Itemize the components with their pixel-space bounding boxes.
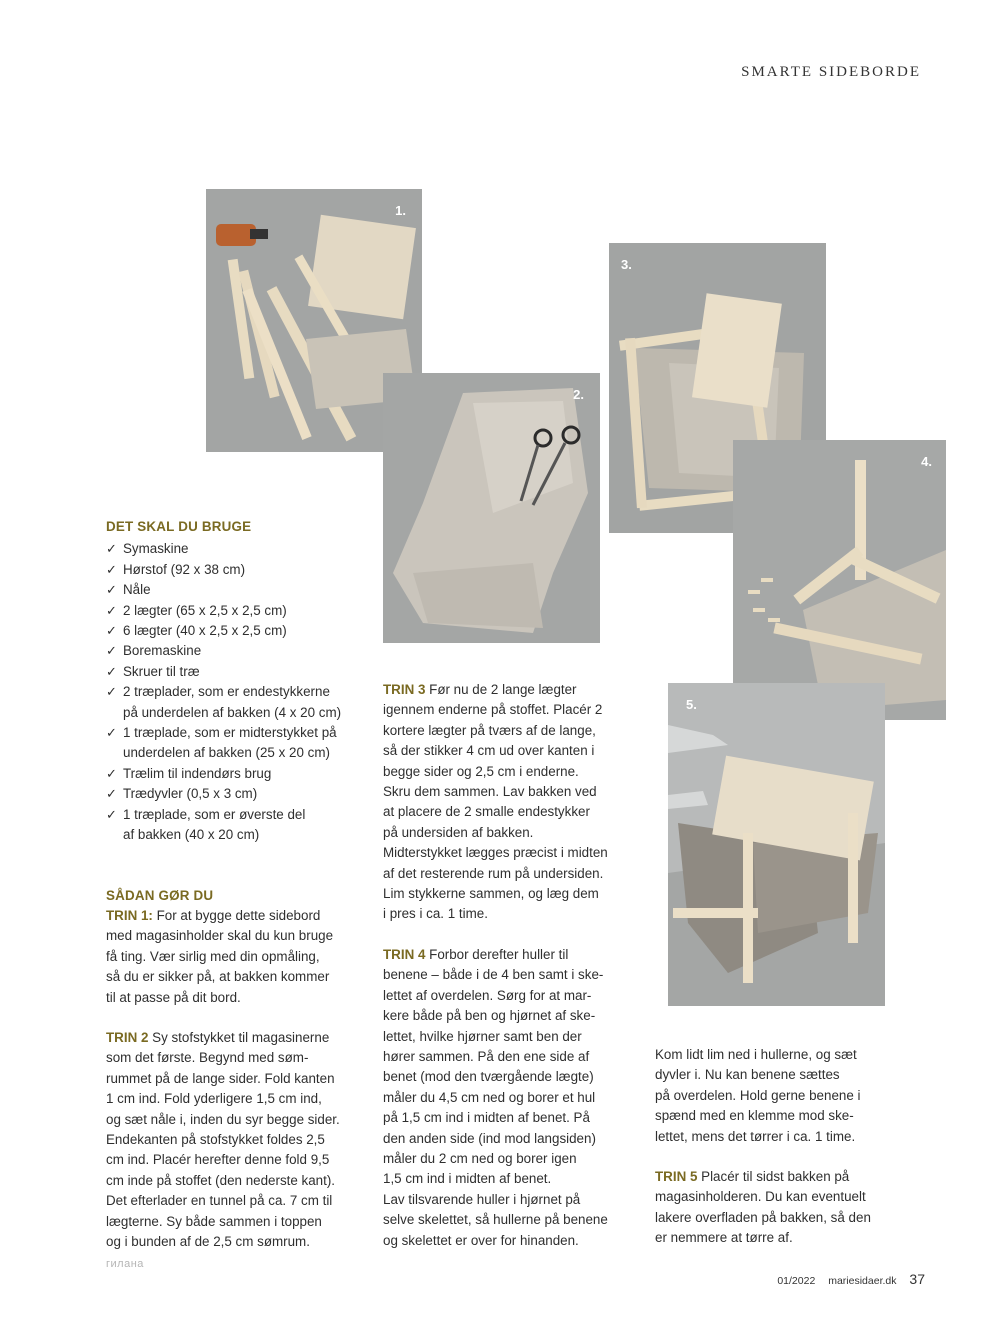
footer-info [777,1271,925,1287]
column-middle [383,680,633,1251]
photo-step-2-illustration [383,373,600,643]
photo-step-4-illustration [733,440,946,720]
step-2-paragraph [106,1028,366,1252]
materials-item: ✓ 6 lægter (40 x 2,5 x 2,5 cm) [106,621,366,641]
step-5-paragraph [655,1167,895,1249]
column-left [106,517,366,1252]
section-title: SMARTE SIDEBORDE [741,64,921,80]
photo-step-2 [383,373,600,643]
check-icon: ✓ [106,541,117,557]
photo-step-5-number: 5. [686,697,697,712]
materials-item: ✓ 2 lægter (65 x 2,5 x 2,5 cm) [106,601,366,621]
check-icon: ✓ [106,643,117,659]
check-icon: ✓ [106,582,117,598]
footer-site: mariesidaer.dk [828,1275,897,1287]
instructions-heading: SÅDAN GØR DU [106,887,214,903]
page-number: 37 [909,1271,925,1287]
step-1-text: For at bygge dette sidebord med magasinholder skal du kun bruge få ting. Vær sirlig med din opmåling, så du er sikker på, at bakken kommer til at passe på dit bord. [106,907,334,1005]
materials-item: ✓ Boremaskine [106,641,366,661]
check-icon: ✓ [106,561,117,577]
materials-item: ✓ Hørstof (92 x 38 cm) [106,560,366,580]
check-icon: ✓ [106,725,117,741]
step-4-paragraph [383,945,633,1251]
check-icon: ✓ [106,623,117,639]
step-5-text: Placér til sidst bakken på magasinholderen. Du kan eventuelt lakere overfladen på bakken, så den er nemmere at tørre af. [655,1169,871,1246]
photo-step-3-number: 3. [621,257,632,272]
check-icon: ✓ [106,684,117,700]
photo-step-4-number: 4. [921,454,932,469]
footer-issue: 01/2022 [777,1275,816,1287]
photo-step-5 [668,683,885,1006]
materials-item: ✓ Trælim til indendørs brug [106,764,366,784]
materials-item: ✓ Nåle [106,580,366,600]
materials-list [106,539,366,845]
step-4-continued: Kom lidt lim ned i hullerne, og sæt dyvler i. Nu kan benene sættes på overdelen. Hold gerne benene i spænd med en klemme mod ske- lettet, mens det tørrer i ca. 1 time. [655,1047,861,1144]
step-5-label: TRIN 5 [655,1169,698,1185]
materials-item: ✓ Trædyvler (0,5 x 3 cm) [106,784,366,804]
check-icon: ✓ [106,602,117,618]
step-3-paragraph [383,680,633,925]
photo-step-4 [733,440,946,720]
materials-item: ✓ Skruer til træ [106,662,366,682]
photo-step-5-illustration [668,683,885,1006]
check-icon: ✓ [106,786,117,802]
materials-item: ✓ 1 træplade, som er midterstykket på underdelen af bakken (25 x 20 cm) [106,725,337,761]
materials-item: ✓ 2 træplader, som er endestykkerne på underdelen af bakken (4 x 20 cm) [106,684,342,720]
step-1-label: TRIN 1: [106,907,153,923]
footer-watermark: гилана [106,1258,144,1270]
materials-heading: DET SKAL DU BRUGE [106,519,252,534]
step-3-text: Før nu de 2 lange lægter igennem enderne på stoffet. Placér 2 kortere lægter på tværs af de lange, så der stikker 4 cm ud over kanten i begge sider og 2,5 cm i enderne. Skru dem sammen. Lav bakken ved at placere de 2 smalle endestykker på undersiden af bakken. Midterstykket lægges præcist i midten af det resterende rum på undersiden. Lim stykkerne sammen, og læg dem i pres i ca. 1 time. [383,682,608,922]
materials-item: ✓ 1 træplade, som er øverste del af bakken (40 x 20 cm) [106,806,306,843]
step-2-text: Sy stofstykket til magasinerne som det første. Begynd med søm- rummet på de lange sider. Fold kanten 1 cm ind. Fold yderligere 1,5 cm ind, og sæt nåle i, inden du syr begge sider. Endekanten på stofstykket foldes 2,5 cm ind. Placér herefter denne fold 9,5 cm inde på stoffet (den nederste kant). Det efterlader en tunnel på ca. 7 cm til lægterne. Sy både sammen i toppen og i bunden af de 2,5 cm sømrum. [106,1029,340,1249]
column-right [655,1045,895,1249]
step-3-label: TRIN 3 [383,682,426,697]
check-icon: ✓ [106,806,117,822]
materials-item: ✓ Symaskine [106,539,366,559]
check-icon: ✓ [106,663,117,679]
step-4-label: TRIN 4 [383,946,426,962]
step-1-paragraph [106,906,366,1008]
step-4-text: Forbor derefter huller til benene – både i de 4 ben samt i ske- lettet af overdelen. Sørg for at mar- kere både på ben og hjørnet af ske- lettet, hvilke hjørner samt ben der hører sammen. På den ene side af benet (mod den tværgående lægte) måler du 4,5 cm ned og borer et hul på 1,5 cm ind i midten af benet. På den anden side (ind mod langsiden) måler du 2 cm ned og borer igen 1,5 cm ind i midten af benet. Lav tilsvarende huller i hjørnet på selve skelettet, så hullerne på benene og skelettet er over for hinanden. [383,946,608,1248]
step-2-label: TRIN 2 [106,1029,149,1045]
photo-step-2-number: 2. [573,387,584,402]
photo-step-1-number: 1. [395,203,406,218]
check-icon: ✓ [106,765,117,781]
